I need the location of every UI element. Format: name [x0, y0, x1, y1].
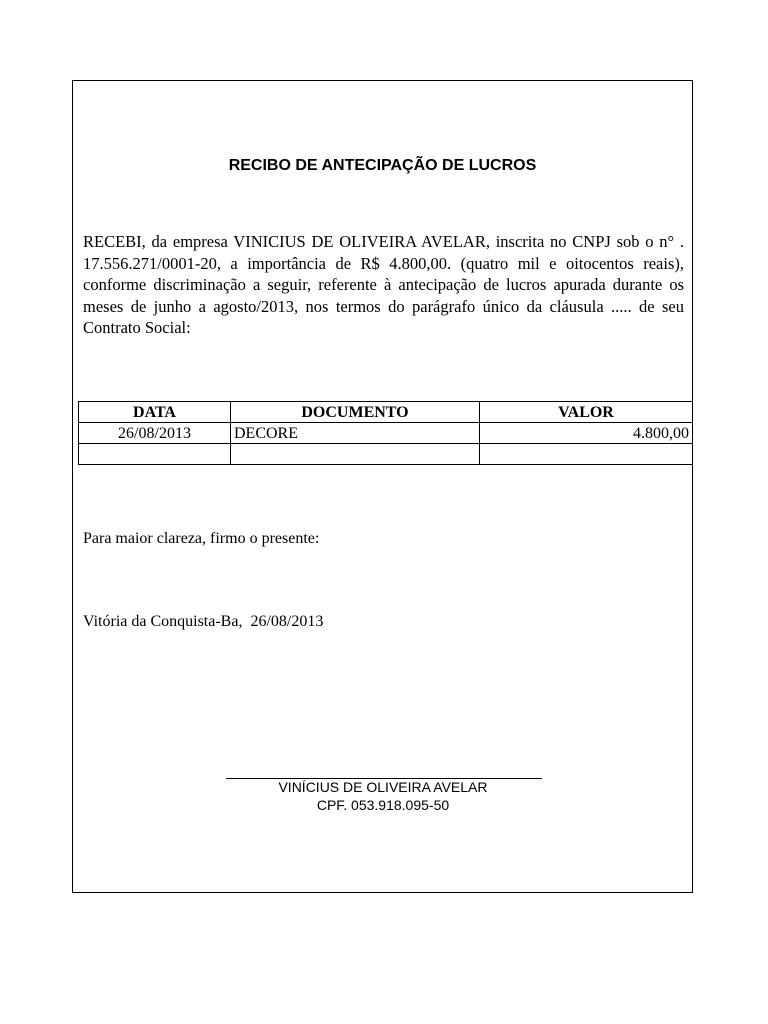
closing-statement: Para maior clareza, firmo o presente:: [83, 530, 320, 547]
header-documento: DOCUMENTO: [231, 402, 480, 423]
signer-name: VINÍCIUS DE OLIVEIRA AVELAR: [278, 779, 488, 795]
cell-data: 26/08/2013: [79, 423, 231, 444]
document-title: RECIBO DE ANTECIPAÇÃO DE LUCROS: [228, 157, 537, 174]
header-data: DATA: [79, 402, 231, 423]
header-valor: VALOR: [480, 402, 693, 423]
place-and-date: Vitória da Conquista-Ba, 26/08/2013: [83, 613, 324, 630]
table-row: [79, 423, 693, 444]
receipt-document: [72, 80, 693, 893]
cell-documento: [231, 444, 480, 465]
signer-cpf: CPF. 053.918.095-50: [316, 797, 450, 813]
receipt-table: [78, 401, 693, 465]
table-row: [79, 444, 693, 465]
table-header-row: [79, 402, 693, 423]
cell-documento: DECORE: [231, 423, 480, 444]
cell-valor: [480, 444, 693, 465]
cell-data: [79, 444, 231, 465]
receipt-body-text: RECEBI, da empresa VINICIUS DE OLIVEIRA AVELAR, inscrita no CNPJ sob o n° . 17.556.271/0001-20, a importância de R$ 4.800,00. (quatro mil e oitocentos reais), conforme discriminação a seguir, referente à antecipação de lucros apurada durante os meses de junho a agosto/2013, nos termos do parágrafo único da cláusula ..... de seu Contrato Social:: [83, 232, 684, 337]
cell-valor: 4.800,00: [480, 423, 693, 444]
